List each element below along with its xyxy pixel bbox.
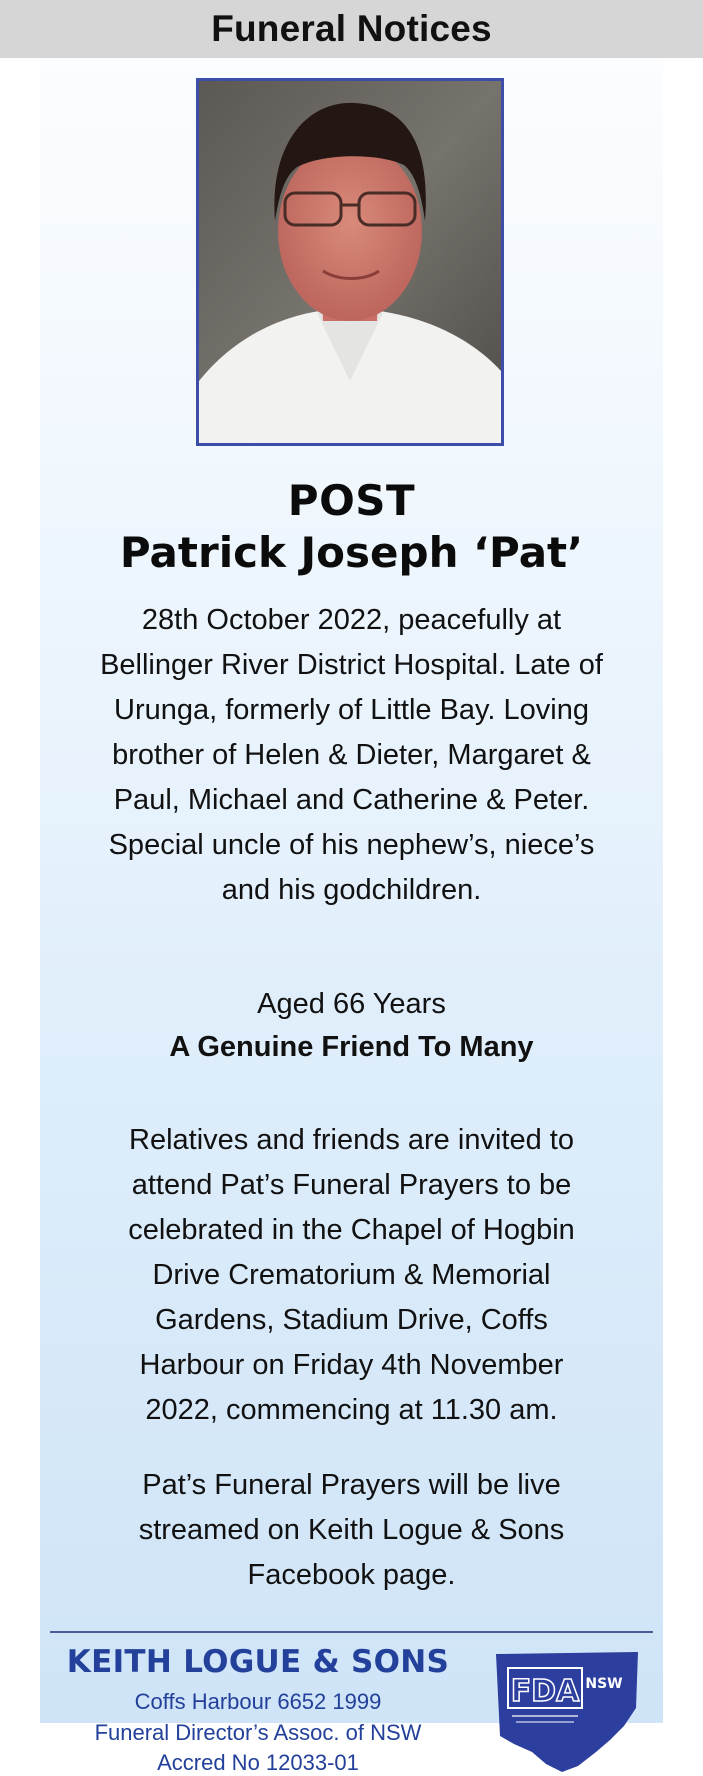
portrait-photo [196, 78, 504, 446]
paragraph-line: Facebook page. [247, 1559, 456, 1591]
tribute-line: A Genuine Friend To Many [169, 1031, 534, 1063]
page-title: Funeral Notices [211, 8, 492, 49]
funeral-director-name: KEITH LOGUE & SONS [66, 1644, 450, 1680]
funeral-notice [40, 58, 663, 1775]
deceased-given-names: Patrick Joseph ‘Pat’ [119, 528, 584, 577]
paragraph-line: streamed on Keith Logue & Sons [138, 1514, 565, 1546]
fda-nsw-logo-icon [492, 1648, 642, 1776]
portrait-photo-icon [199, 81, 501, 443]
header-bar [0, 0, 703, 58]
notice-paragraph-1 [50, 598, 653, 913]
paragraph-line: Paul, Michael and Catherine & Peter. [113, 784, 590, 816]
logo-text-sub: NSW [585, 1676, 623, 1692]
funeral-director-phone: Coffs Harbour 6652 1999 [134, 1689, 382, 1714]
funeral-director-accreditation: Accred No 12033-01 [157, 1750, 359, 1775]
divider [50, 1631, 653, 1633]
logo-text-main: FDA [510, 1674, 580, 1709]
paragraph-line: 2022, commencing at 11.30 am. [145, 1394, 558, 1426]
funeral-director-association: Funeral Director’s Assoc. of NSW [94, 1720, 422, 1745]
paragraph-line: Bellinger River District Hospital. Late of [100, 649, 603, 681]
paragraph-line: attend Pat’s Funeral Prayers to be [131, 1169, 572, 1201]
paragraph-line: Urunga, formerly of Little Bay. Loving [114, 694, 589, 726]
paragraph-line: brother of Helen & Dieter, Margaret & [112, 739, 591, 771]
notice-paragraph-2 [50, 1118, 653, 1433]
paragraph-line: 28th October 2022, peacefully at [141, 604, 562, 636]
deceased-surname: POST [287, 476, 416, 525]
paragraph-line: Harbour on Friday 4th November [139, 1349, 564, 1381]
paragraph-line: celebrated in the Chapel of Hogbin [128, 1214, 575, 1246]
paragraph-line: Drive Crematorium & Memorial [152, 1259, 551, 1291]
paragraph-line: Special uncle of his nephew’s, niece’s [108, 829, 595, 861]
paragraph-line: Gardens, Stadium Drive, Coffs [155, 1304, 548, 1336]
age-line: Aged 66 Years [257, 988, 446, 1020]
paragraph-line: Pat’s Funeral Prayers will be live [142, 1469, 561, 1501]
paragraph-line: and his godchildren. [221, 874, 482, 906]
notice-paragraph-3 [50, 1463, 653, 1598]
paragraph-line: Relatives and friends are invited to [129, 1124, 574, 1156]
